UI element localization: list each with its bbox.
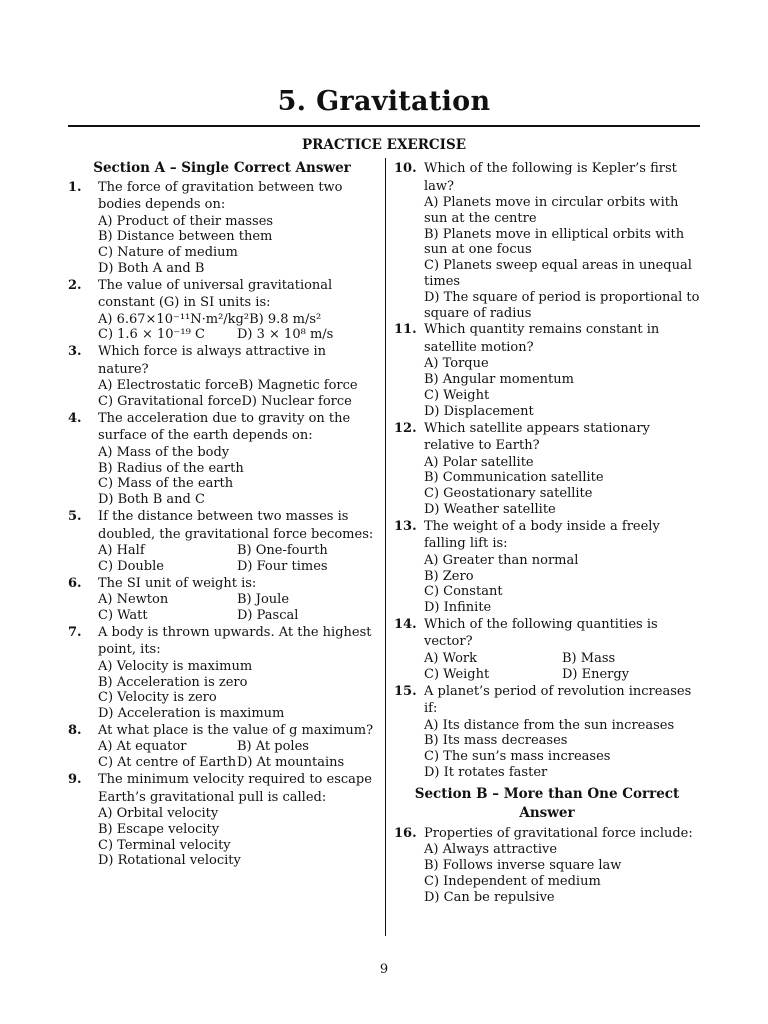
option-row: [98, 214, 376, 230]
answer-option: C) Gravitational force: [98, 394, 242, 410]
question-text: The minimum velocity required to escape Earth’s gravitational pull is called:: [98, 772, 372, 805]
option-row: [98, 461, 376, 477]
question-text: The value of universal gravitational constant (G) in SI units is:: [98, 277, 333, 311]
option-row: [98, 822, 376, 838]
option-list: [424, 651, 700, 683]
answer-option: B) Communication satellite: [424, 470, 604, 486]
question-stem: [394, 683, 700, 718]
answer-option: A) Always attractive: [424, 842, 558, 858]
question-number: 4.: [68, 410, 82, 426]
answer-option: C) Nature of medium: [98, 245, 238, 261]
option-row: [424, 874, 700, 890]
answer-option: B) Its mass decreases: [424, 733, 568, 749]
answer-option: A) Polar satellite: [424, 454, 534, 470]
option-list: [98, 214, 376, 277]
answer-option: D) 3 × 10⁸ m/s: [237, 327, 334, 343]
answer-option: C) Mass of the earth: [98, 476, 234, 492]
question-item: [68, 410, 376, 508]
answer-option: D) Can be repulsive: [424, 889, 555, 905]
question-list-right: [394, 160, 700, 781]
answer-option: C) Velocity is zero: [98, 690, 217, 706]
answer-option: A) Its distance from the sun increases: [424, 717, 675, 733]
option-list: [424, 718, 700, 781]
question-item: [68, 624, 376, 722]
question-text: Which force is always attractive in nature?: [98, 344, 327, 377]
answer-option: A) Torque: [424, 356, 489, 372]
option-row: [424, 470, 700, 486]
question-text: Properties of gravitational force include:: [424, 825, 693, 841]
answer-option: D) Infinite: [424, 600, 492, 616]
answer-option: D) Both B and C: [98, 492, 205, 508]
column-divider: [385, 158, 386, 936]
section-b-heading: Section B – More than One Correct Answer: [414, 785, 680, 821]
answer-option: B) Magnetic force: [238, 378, 358, 394]
option-row: [98, 543, 376, 559]
answer-option: A) Greater than normal: [424, 552, 579, 568]
question-stem: [68, 722, 376, 740]
option-row: [424, 890, 700, 906]
option-row: [98, 806, 376, 822]
answer-option: D) It rotates faster: [424, 764, 548, 780]
question-text: The force of gravitation between two bodies depends on:: [98, 179, 343, 212]
option-row: [98, 853, 376, 869]
option-row: [424, 195, 700, 227]
option-row: [424, 486, 700, 502]
question-stem: [68, 179, 376, 214]
answer-option: C) At centre of Earth: [98, 755, 237, 771]
title-rule: [68, 125, 700, 127]
answer-option: B) Mass: [562, 650, 616, 666]
option-list: [424, 553, 700, 616]
question-text: Which quantity remains constant in satellite motion?: [424, 322, 660, 355]
question-stem: [394, 160, 700, 195]
option-row: [98, 327, 376, 343]
answer-option: C) 1.6 × 10⁻¹⁹ C: [98, 327, 205, 343]
answer-option: A) Mass of the body: [98, 444, 230, 460]
answer-option: D) Both A and B: [98, 260, 205, 276]
option-list: [424, 842, 700, 905]
question-number: 13.: [394, 518, 417, 534]
question-number: 15.: [394, 683, 417, 699]
question-number: 5.: [68, 509, 82, 525]
answer-option: B) Radius of the earth: [98, 460, 244, 476]
answer-option: B) Acceleration is zero: [98, 674, 248, 690]
option-row: [98, 476, 376, 492]
question-item: [394, 420, 700, 518]
question-number: 7.: [68, 624, 82, 640]
option-list: [424, 455, 700, 518]
question-stem: [68, 277, 376, 312]
option-row: [424, 356, 700, 372]
answer-option: B) Follows inverse square law: [424, 858, 622, 874]
question-number: 6.: [68, 575, 82, 591]
question-text: A planet’s period of revolution increases if:: [424, 683, 692, 717]
question-stem: [68, 575, 376, 593]
option-row: [98, 312, 376, 328]
option-row: [424, 600, 700, 616]
option-row: [424, 718, 700, 734]
answer-option: B) At poles: [237, 739, 309, 755]
option-row: [424, 227, 700, 259]
option-row: [424, 455, 700, 471]
answer-option: A) Orbital velocity: [98, 806, 219, 822]
option-row: [424, 858, 700, 874]
option-row: [424, 842, 700, 858]
answer-option: C) The sun’s mass increases: [424, 749, 611, 765]
answer-option: B) Escape velocity: [98, 821, 220, 837]
question-stem: [68, 508, 376, 543]
question-item: [68, 771, 376, 869]
option-row: [424, 749, 700, 765]
option-row: [424, 651, 700, 667]
answer-option: A) Newton: [98, 592, 169, 608]
option-list: [424, 356, 700, 419]
option-row: [98, 608, 376, 624]
option-row: [424, 584, 700, 600]
option-row: [98, 229, 376, 245]
option-row: [98, 659, 376, 675]
question-number: 10.: [394, 161, 417, 176]
option-row: [98, 690, 376, 706]
question-number: 14.: [394, 616, 417, 632]
option-row: [98, 755, 376, 771]
question-item: [394, 518, 700, 616]
answer-option: D) The square of period is proportional to square of radius: [424, 289, 700, 321]
answer-option: B) 9.8 m/s²: [249, 311, 322, 327]
question-list-section-b: [394, 825, 700, 906]
answer-option: B) Planets move in elliptical orbits with sun at one focus: [424, 226, 685, 258]
answer-option: D) Weather satellite: [424, 501, 556, 517]
answer-option: C) Weight: [424, 387, 490, 403]
question-text: The SI unit of weight is:: [98, 575, 257, 591]
right-column: [394, 160, 700, 905]
question-stem: [68, 624, 376, 659]
question-number: 11.: [394, 322, 417, 338]
option-list: [98, 445, 376, 508]
option-list: [424, 195, 700, 321]
option-row: [98, 445, 376, 461]
question-text: At what place is the value of g maximum?: [98, 722, 374, 738]
section-a-heading: Section A – Single Correct Answer: [93, 160, 351, 176]
option-list: [98, 312, 376, 344]
option-row: [424, 404, 700, 420]
question-item: [68, 343, 376, 410]
question-text: If the distance between two masses is doubled, the gravitational force becomes:: [98, 509, 374, 542]
question-stem: [394, 616, 700, 651]
question-item: [394, 825, 700, 906]
option-row: [98, 559, 376, 575]
question-item: [68, 575, 376, 624]
answer-option: D) Energy: [562, 666, 630, 682]
question-item: [394, 683, 700, 781]
answer-option: B) Zero: [424, 568, 474, 584]
option-list: [98, 543, 376, 575]
answer-option: C) Constant: [424, 584, 503, 600]
option-row: [424, 765, 700, 781]
question-item: [394, 160, 700, 321]
option-row: [424, 667, 700, 683]
answer-option: B) One-fourth: [237, 543, 328, 559]
answer-option: A) At equator: [98, 739, 187, 755]
answer-option: A) Planets move in circular orbits with sun at the centre: [424, 195, 679, 226]
option-list: [98, 659, 376, 722]
question-text: A body is thrown upwards. At the highest point, its:: [98, 624, 372, 658]
option-row: [98, 739, 376, 755]
page-number: 9: [379, 962, 389, 977]
answer-option: A) Velocity is maximum: [98, 658, 253, 674]
answer-option: C) Double: [98, 558, 164, 574]
answer-option: C) Terminal velocity: [98, 837, 231, 853]
option-row: [424, 502, 700, 518]
option-row: [424, 258, 700, 290]
question-item: [68, 722, 376, 771]
question-text: Which of the following quantities is vector?: [424, 616, 658, 650]
option-row: [98, 592, 376, 608]
question-item: [394, 616, 700, 683]
option-row: [424, 372, 700, 388]
answer-option: A) Half: [98, 543, 145, 559]
question-text: Which satellite appears stationary relative to Earth?: [424, 420, 650, 454]
question-text: The weight of a body inside a freely falling lift is:: [424, 518, 660, 552]
question-number: 1.: [68, 179, 82, 195]
answer-option: D) At mountains: [237, 755, 345, 771]
option-list: [98, 592, 376, 624]
answer-option: D) Nuclear force: [241, 394, 352, 410]
answer-option: B) Joule: [237, 592, 290, 608]
answer-option: C) Watt: [98, 607, 148, 623]
question-item: [68, 179, 376, 277]
option-row: [424, 388, 700, 404]
option-row: [98, 261, 376, 277]
answer-option: D) Four times: [237, 558, 328, 574]
question-number: 2.: [68, 277, 82, 293]
option-list: [98, 739, 376, 771]
answer-option: A) Work: [424, 650, 477, 666]
answer-option: B) Angular momentum: [424, 372, 574, 388]
answer-option: D) Pascal: [237, 607, 299, 623]
answer-option: C) Weight: [424, 666, 490, 682]
question-number: 8.: [68, 722, 82, 738]
option-row: [424, 290, 700, 322]
option-row: [424, 553, 700, 569]
question-item: [68, 508, 376, 575]
question-text: The acceleration due to gravity on the surface of the earth depends on:: [98, 410, 351, 444]
question-list-left: [68, 179, 376, 870]
question-number: 12.: [394, 420, 417, 436]
question-number: 9.: [68, 772, 82, 788]
option-row: [98, 706, 376, 722]
question-text: Which of the following is Kepler’s first law?: [424, 161, 677, 194]
option-list: [98, 378, 376, 410]
chapter-title: 5. Gravitation: [277, 86, 491, 117]
question-stem: [68, 410, 376, 445]
answer-option: D) Rotational velocity: [98, 853, 241, 869]
option-list: [98, 806, 376, 869]
question-stem: [394, 420, 700, 455]
answer-option: D) Displacement: [424, 403, 534, 419]
option-row: [424, 569, 700, 585]
answer-option: A) 6.67×10⁻¹¹N·m²/kg²: [98, 311, 250, 327]
question-stem: [68, 343, 376, 378]
option-row: [98, 492, 376, 508]
left-column: [68, 160, 376, 869]
option-row: [98, 378, 376, 394]
answer-option: B) Distance between them: [98, 229, 273, 245]
exercise-heading: PRACTICE EXERCISE: [301, 137, 467, 153]
option-row: [98, 838, 376, 854]
question-item: [68, 277, 376, 344]
question-number: 3.: [68, 344, 82, 360]
option-row: [98, 675, 376, 691]
question-stem: [68, 771, 376, 806]
question-item: [394, 321, 700, 419]
option-row: [98, 245, 376, 261]
answer-option: C) Independent of medium: [424, 873, 601, 889]
question-number: 16.: [394, 825, 417, 841]
answer-option: D) Acceleration is maximum: [98, 706, 285, 722]
option-row: [424, 733, 700, 749]
question-stem: [394, 321, 700, 356]
answer-option: A) Electrostatic force: [98, 378, 239, 394]
answer-option: C) Geostationary satellite: [424, 486, 593, 502]
answer-option: C) Planets sweep equal areas in unequal times: [424, 258, 692, 289]
option-row: [98, 394, 376, 410]
answer-option: A) Product of their masses: [98, 213, 274, 229]
question-stem: [394, 518, 700, 553]
question-stem: [394, 825, 700, 843]
